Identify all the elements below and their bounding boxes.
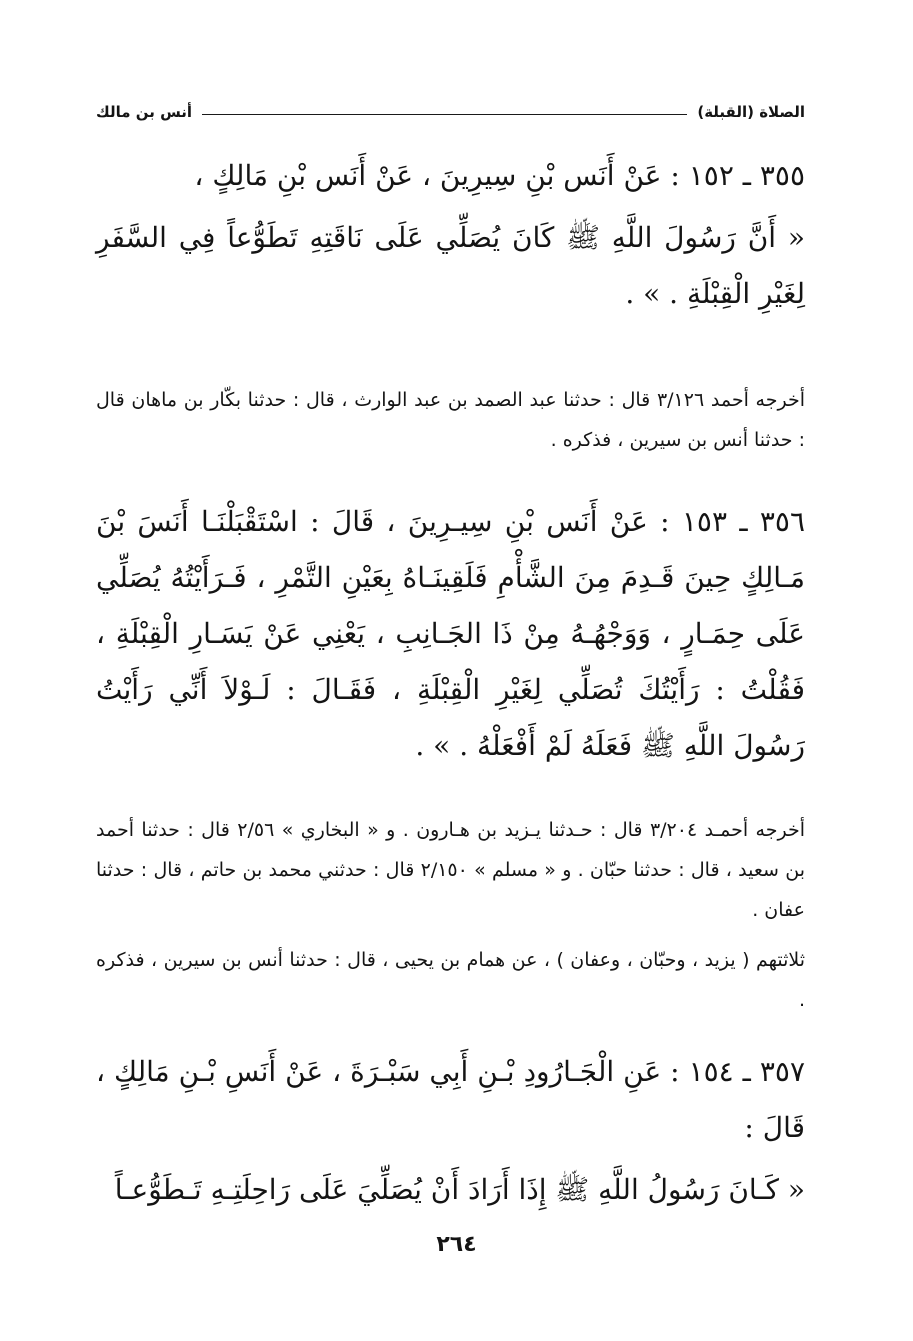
page-number: ٢٦٤ bbox=[436, 1232, 477, 1257]
running-header-section-title: الصلاة (القبلة) bbox=[697, 103, 805, 121]
hadith-entry-356: ٣٥٦ ـ ١٥٣ : عَنْ أَنَس بْنِ سِيـرِينَ ، قَالَ : اسْتَقْبَلْنَـا أَنَسَ بْنَ مَـالِكٍ حِينَ قَـدِمَ مِنَ الشَّأْمِ فَلَقِينَـاهُ بِعَيْنِ التَّمْرِ ، فَـرَأَيْتُهُ يُصَلِّي عَلَى حِمَـارٍ ، وَوَجْهُـهُ مِنْ ذَا الجَـانِبِ ، يَعْنِي عَنْ يَسَـارِ الْقِبْلَةِ ، فَقُلْتُ : رَأَيْتُكَ تُصَلِّي لِغَيْرِ الْقِبْلَةِ ، فَقَـالَ : لَـوْلاَ أَنِّي رَأَيْتُ رَسُولَ اللَّهِ ﷺ فَعَلَهُ لَمْ أَفْعَلْهُ . » . bbox=[96, 505, 805, 762]
hadith-matn: « أَنَّ رَسُولَ اللَّهِ ﷺ كَانَ يُصَلِّي عَلَى نَاقَتِهِ تَطَوُّعاً فِي السَّفَرِ لِغَيْرِ الْقِبْلَةِ . » . bbox=[96, 221, 805, 310]
hadith-entry-357 bbox=[96, 1044, 805, 1218]
running-header-rule bbox=[202, 114, 687, 115]
takhrij-note-356: أخرجه أحمـد ٣/٢٠٤ قال : حـدثنا يـزيد بن هـارون . و « البخاري » ٢/٥٦ قال : حدثنا أحمد بن سعيد ، قال : حدثنا حبّان . و « مسلم » ٢/١٥٠ قال : حدثني محمد بن حاتم ، قال : حدثنا عفان . bbox=[96, 819, 805, 921]
hadith-isnad: ٣٥٧ ـ ١٥٤ : عَنِ الْجَـارُودِ بْـنِ أَبِي سَبْـرَةَ ، عَنْ أَنَسِ بْـنِ مَالِكٍ ، قَالَ : bbox=[96, 1055, 805, 1144]
hadith-matn: « كَـانَ رَسُولُ اللَّهِ ﷺ إِذَا أَرَادَ أَنْ يُصَلِّيَ عَلَى رَاحِلَتِـهِ تَـطَوُّعـاً bbox=[114, 1173, 805, 1206]
running-header-narrator-name: أنس بن مالك bbox=[96, 103, 193, 121]
hadith-entry-355 bbox=[96, 148, 805, 322]
takhrij-note-356-continued: ثلاثتهم ( يزيد ، وحبّان ، وعفان ) ، عن همام بن يحيى ، قال : حدثنا أنس بن سيرين ، فذكره . bbox=[96, 949, 805, 1011]
takhrij-note-355: أخرجه أحمد ٣/١٢٦ قال : حدثنا عبد الصمد بن عبد الوارث ، قال : حدثنا بكّار بن ماهان قال : حدثنا أنس بن سيرين ، فذكره . bbox=[96, 389, 805, 451]
running-header bbox=[96, 98, 805, 126]
hadith-isnad: ٣٥٥ ـ ١٥٢ : عَنْ أَنَس بْنِ سِيرِينَ ، عَنْ أَنَس بْنِ مَالِكٍ ، bbox=[194, 159, 805, 192]
